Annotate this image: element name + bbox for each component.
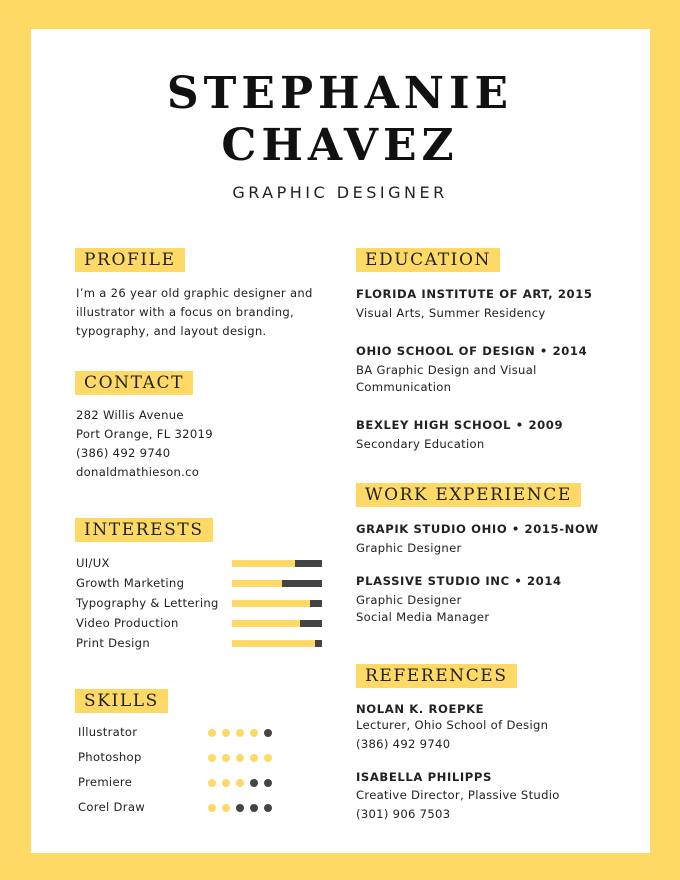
reference-name: NOLAN K. ROEPKE xyxy=(356,702,485,716)
interests-heading: INTERESTS xyxy=(75,518,213,542)
reference-role: Creative Director, Plassive Studio xyxy=(356,788,560,802)
work-title: GRAPIK STUDIO OHIO • 2015-NOW xyxy=(356,522,599,536)
interest-label: Video Production xyxy=(76,616,179,630)
skill-dot-filled xyxy=(250,754,258,762)
skill-dot-filled xyxy=(222,804,230,812)
profile-line: typography, and layout design. xyxy=(76,324,267,338)
education-detail: Visual Arts, Summer Residency xyxy=(356,306,546,320)
work-heading: WORK EXPERIENCE xyxy=(356,483,581,507)
skill-dot-filled xyxy=(208,804,216,812)
education-detail: Secondary Education xyxy=(356,437,485,451)
skill-label: Premiere xyxy=(78,775,133,789)
interest-bar xyxy=(232,640,322,647)
education-heading: EDUCATION xyxy=(356,248,500,272)
name-last: CHAVEZ xyxy=(221,120,459,171)
skill-dot-empty xyxy=(236,804,244,812)
interest-label: Print Design xyxy=(76,636,150,650)
education-detail: Communication xyxy=(356,380,452,394)
work-detail: Social Media Manager xyxy=(356,610,490,624)
skill-label: Illustrator xyxy=(78,725,138,739)
reference-role: Lecturer, Ohio School of Design xyxy=(356,718,549,732)
contact-address: 282 Willis Avenue xyxy=(76,408,184,422)
interest-bar xyxy=(232,560,322,567)
contact-phone: (386) 492 9740 xyxy=(76,446,171,460)
skills-heading: SKILLS xyxy=(75,689,168,713)
education-title: FLORIDA INSTITUTE OF ART, 2015 xyxy=(356,287,593,301)
interest-label: Typography & Lettering xyxy=(76,596,219,610)
interest-bar-remainder xyxy=(310,600,322,607)
skill-dot-filled xyxy=(236,729,244,737)
skill-dot-filled xyxy=(236,754,244,762)
job-title: GRAPHIC DESIGNER xyxy=(232,183,448,202)
skill-dot-empty xyxy=(250,779,258,787)
skill-dot-empty xyxy=(264,729,272,737)
skill-dot-filled xyxy=(208,754,216,762)
education-title: OHIO SCHOOL OF DESIGN • 2014 xyxy=(356,344,588,358)
interest-bar-remainder xyxy=(300,620,322,627)
contact-city: Port Orange, FL 32019 xyxy=(76,427,213,441)
skill-label: Photoshop xyxy=(78,750,142,764)
work-detail: Graphic Designer xyxy=(356,541,462,555)
skill-dot-filled xyxy=(222,779,230,787)
interest-bar xyxy=(232,620,322,627)
interest-bar xyxy=(232,600,322,607)
skill-dot-filled xyxy=(208,729,216,737)
skill-dot-empty xyxy=(264,779,272,787)
skill-dot-empty xyxy=(264,804,272,812)
skill-dot-filled xyxy=(250,729,258,737)
skill-dot-filled xyxy=(264,754,272,762)
profile-line: illustrator with a focus on branding, xyxy=(76,305,295,319)
work-title: PLASSIVE STUDIO INC • 2014 xyxy=(356,574,562,588)
work-detail: Graphic Designer xyxy=(356,593,462,607)
interest-bar-remainder xyxy=(282,580,322,587)
interest-bar-remainder xyxy=(295,560,322,567)
profile-line: I’m a 26 year old graphic designer and xyxy=(76,286,313,300)
skill-dot-filled xyxy=(208,779,216,787)
interest-bar-remainder xyxy=(315,640,322,647)
interest-bar xyxy=(232,580,322,587)
education-detail: BA Graphic Design and Visual xyxy=(356,363,537,377)
education-title: BEXLEY HIGH SCHOOL • 2009 xyxy=(356,418,564,432)
interest-label: Growth Marketing xyxy=(76,576,185,590)
reference-name: ISABELLA PHILIPPS xyxy=(356,770,492,784)
reference-phone: (301) 906 7503 xyxy=(356,807,451,821)
skill-dot-filled xyxy=(236,779,244,787)
reference-phone: (386) 492 9740 xyxy=(356,737,451,751)
skill-label: Corel Draw xyxy=(78,800,146,814)
skill-dot-empty xyxy=(250,804,258,812)
contact-heading: CONTACT xyxy=(75,371,193,395)
skill-dot-filled xyxy=(222,729,230,737)
references-heading: REFERENCES xyxy=(356,664,517,688)
skill-dot-filled xyxy=(222,754,230,762)
interest-label: UI/UX xyxy=(76,556,110,570)
name-first: STEPHANIE xyxy=(166,68,514,119)
profile-heading: PROFILE xyxy=(75,248,185,272)
contact-website: donaldmathieson.co xyxy=(76,465,200,479)
